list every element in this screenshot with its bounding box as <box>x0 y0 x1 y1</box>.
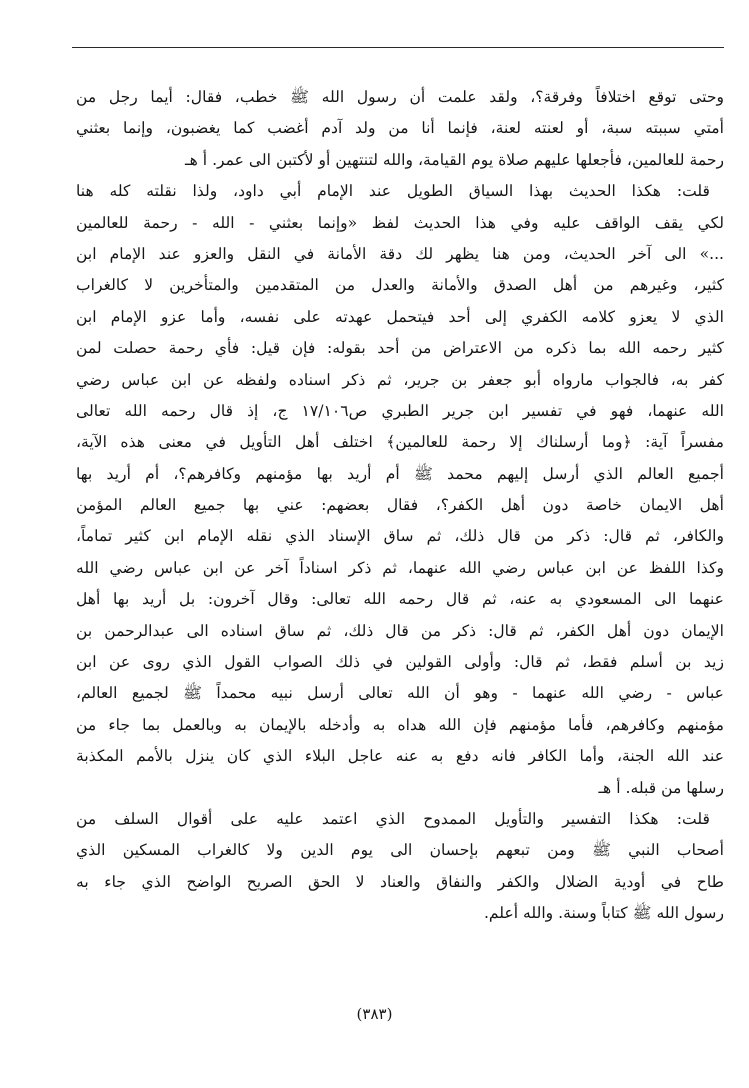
text-line: والكافر، ثم قال: ذكر من قال ذلك، ثم ساق الإسناد الذي نقله الإمام ابن كثير تماماً، <box>76 527 724 546</box>
text-line: عباس - رضي الله عنهما - وهو أن الله تعالى أرسل نبيه محمداً ﷺ لجميع العالم، <box>76 684 724 703</box>
text-line: طاح في أودية الضلال والكفر والنفاق والعناد لا الحق الصريح الواضح الذي جاء به <box>76 872 724 891</box>
text-line: مفسراً آية: ﴿وما أرسلناك إلا رحمة للعالمين﴾ اختلف أهل التأويل في معنى هذه الآية، <box>76 433 724 452</box>
text-line: وكذا اللفظ عن ابن عباس رضي الله عنهما، ثم ذكر اسناداً آخر عن ابن عباس رضي الله <box>76 558 724 577</box>
text-line: كفر به، فالجواب مارواه أبو جعفر بن جرير، ثم ذكر اسناده ولفظه عن ابن عباس رضي <box>76 370 724 389</box>
text-line: كثير رحمه الله بما ذكره من الاعتراض من أحد بقوله: فإن قيل: فأي رحمة حصلت لمن <box>76 339 724 358</box>
text-line: زيد بن أسلم فقط، ثم قال: وأولى القولين في ذلك الصواب القول الذي روى عن ابن <box>76 653 724 672</box>
text-line: أهل الايمان خاصة دون أهل الكفر؟، فقال بعضهم: عني بها جميع العالم المؤمن <box>76 496 724 515</box>
text-line: عنهما الى المسعودي به عنه، ثم قال رحمه الله تعالى: وقال آخرون: بل أريد بها أهل <box>76 590 724 609</box>
text-line: أمتي سببته سبة، أو لعنته لعنة، فإنما أنا من ولد آدم أغضب كما يغضبون، وإنما بعثني <box>76 119 724 138</box>
text-line: الذي لا يعزو كلامه الكفري إلى أحد فيتحمل عهدته على نفسه، وأما عزو الإمام ابن <box>76 307 724 326</box>
body-text <box>76 82 724 930</box>
header-rule <box>72 47 724 48</box>
text-line: وحتى توقع اختلافاً وفرقة؟، ولقد علمت أن رسول الله ﷺ خطب، فقال: أيما رجل من <box>76 88 724 106</box>
text-line: أجميع العالم الذي أرسل إليهم محمد ﷺ أم أريد بها مؤمنهم وكافرهم؟، أم أريد بها <box>76 464 724 483</box>
text-line: لكي يقف الواقف عليه وفي هذا الحديث لفظ «وإنما بعثني - الله - رحمة للعالمين <box>76 213 724 232</box>
paragraph-start-line: قلت: هكذا الحديث بهذا السياق الطويل عند الإمام أبي داود، ولذا نقلته كله هنا <box>76 182 710 201</box>
page-number: (٣٨٣) <box>356 1005 393 1023</box>
text-line: رحمة للعالمين، فأجعلها عليهم صلاة يوم القيامة، والله لتنتهين أو لأكتبن الى عمر. أ هـ <box>185 150 724 169</box>
text-line: ...» الى آخر الحديث، ومن هنا يظهر لك دقة الأمانة في النقل والعزو عند الإمام ابن <box>76 244 724 263</box>
text-line: أصحاب النبي ﷺ ومن تبعهم بإحسان الى يوم الدين ولا كالغراب المسكين الذي <box>76 841 724 860</box>
text-line: الله عنهما، فهو في تفسير ابن جرير الطبري ص١٧/١٠٦ ج، إذ قال رحمه الله تعالى <box>76 401 724 420</box>
text-line: رسول الله ﷺ كتاباً وسنة. والله أعلم. <box>483 904 724 923</box>
text-line: مؤمنهم وكافرهم، فأما مؤمنهم فإن الله هداه به وأدخله بالإيمان به وبالعمل بما جاء من <box>76 715 724 734</box>
text-line: رسلها من قبله. أ هـ <box>598 778 724 797</box>
text-line: الإيمان دون أهل الكفر، ثم قال: ذكر من قال ذلك، ثم ساق اسناده الى عبدالرحمن بن <box>76 621 724 640</box>
text-line: كثير، وغيرهم من أهل الصدق والأمانة والعدل من المتقدمين والمتأخرين لا كالغراب <box>76 276 724 295</box>
paragraph-start-line: قلت: هكذا التفسير والتأويل الممدوح الذي اعتمد عليه على أقوال السلف من <box>76 809 710 828</box>
text-line: عند الله الجنة، وأما الكافر فانه دفع به عنه عاجل البلاء الذي كان ينزل بالأمم المكذبة <box>76 747 724 766</box>
